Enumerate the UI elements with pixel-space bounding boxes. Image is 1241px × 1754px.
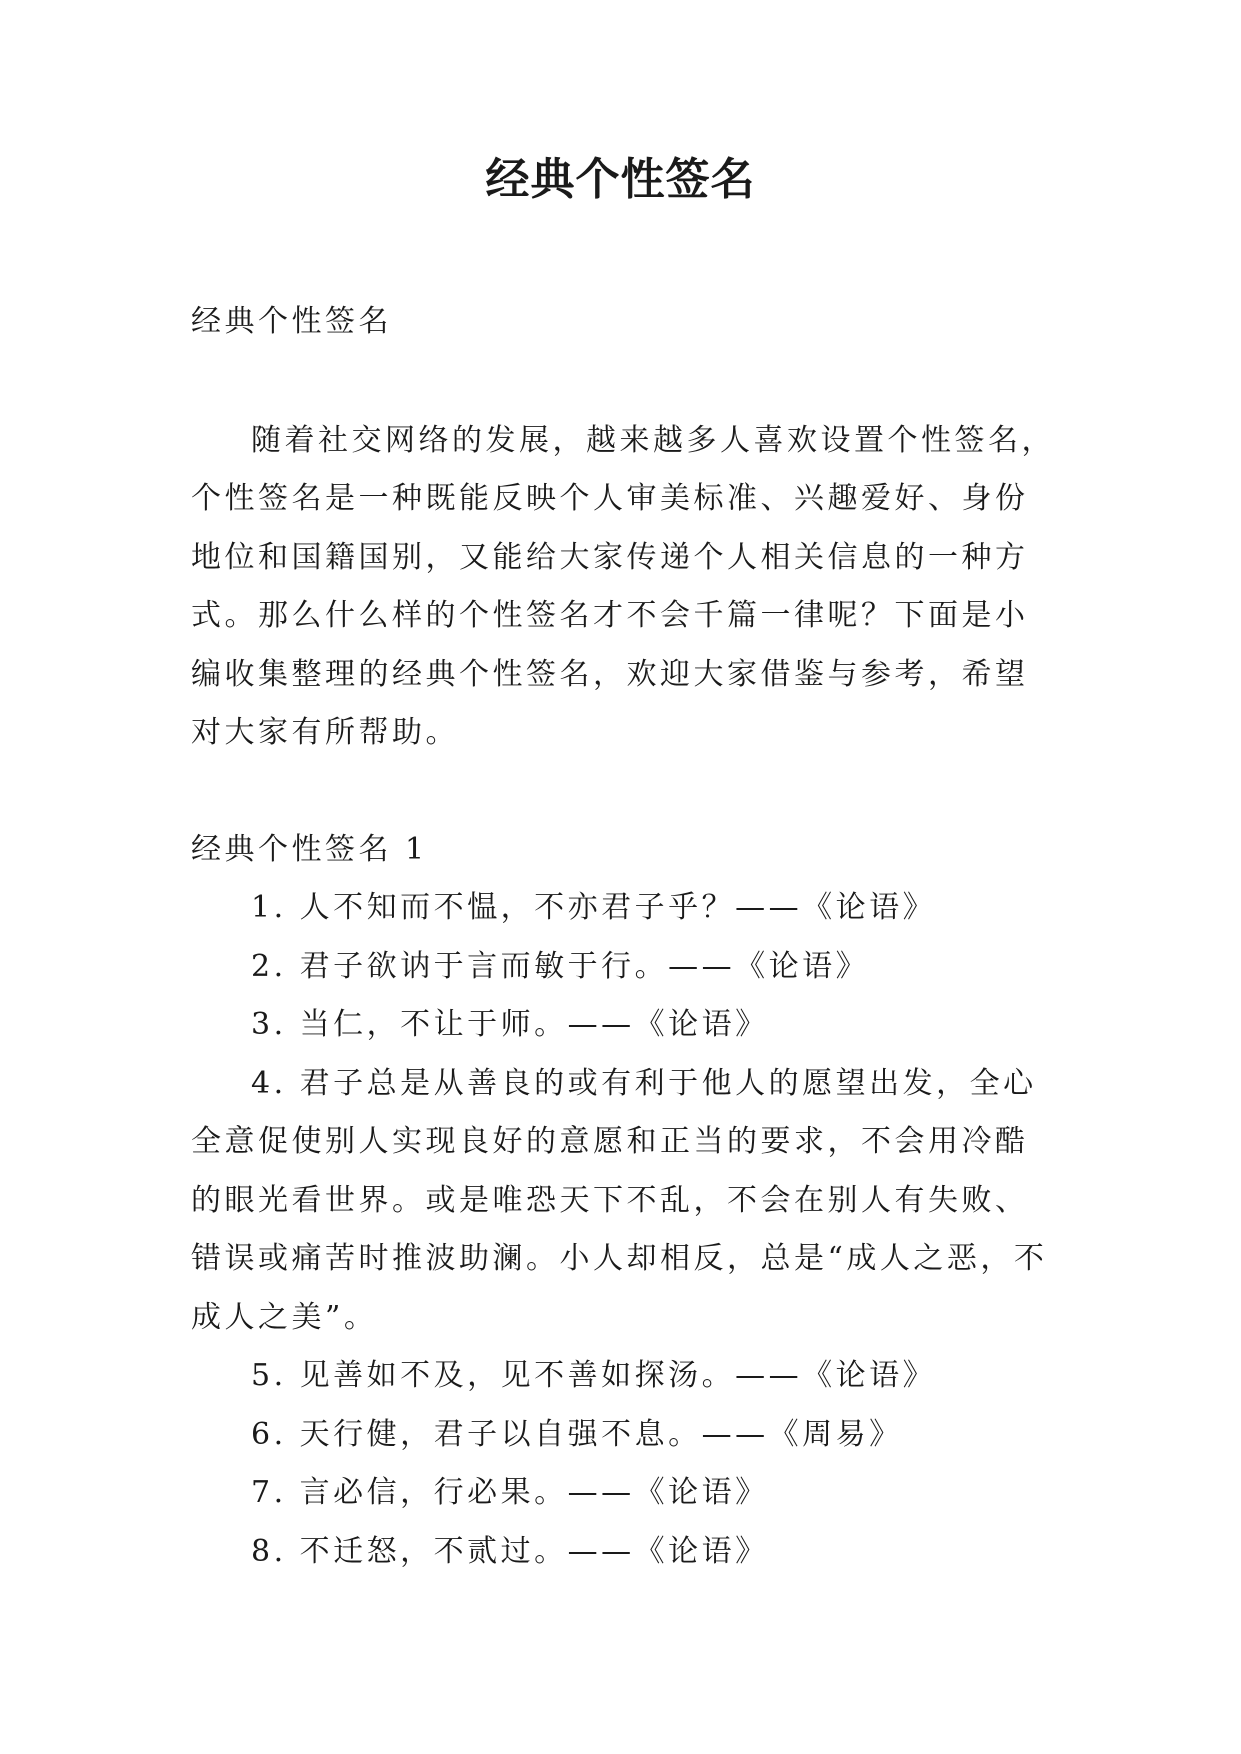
- quote-item-1: 1. 人不知而不愠，不亦君子乎？——《论语》: [251, 890, 937, 925]
- quote-item-5: 5. 见善如不及，见不善如探汤。——《论语》: [251, 1358, 937, 1393]
- intro-paragraph: 随着社交网络的发展，越来越多人喜欢设置个性签名，个性签名是一种既能反映个人审美标准、兴趣爱好、身份地位和国籍国别，又能给大家传递个人相关信息的一种方式。那么什么样的个性签名才不会千篇一律呢？下面是小编收集整理的经典个性签名，欢迎大家借鉴与参考，希望对大家有所帮助。: [191, 422, 1055, 750]
- document-subtitle: 经典个性签名: [191, 304, 392, 339]
- quote-item-3: 3. 当仁，不让于师。——《论语》: [251, 1007, 769, 1042]
- quote-item-7: 7. 言必信，行必果。——《论语》: [251, 1475, 769, 1510]
- quote-item-6: 6. 天行健，君子以自强不息。——《周易》: [251, 1416, 903, 1452]
- document-body: [191, 293, 1061, 1581]
- section-heading: 经典个性签名 1: [191, 831, 428, 867]
- quote-item-2: 2. 君子欲讷于言而敏于行。——《论语》: [251, 948, 870, 984]
- document-title: 经典个性签名: [485, 154, 756, 205]
- quote-item-8: 8. 不迁怒，不贰过。——《论语》: [251, 1533, 769, 1569]
- quote-item-4: 4. 君子总是从善良的或有利于他人的愿望出发，全心全意促使别人实现良好的意愿和正当的要求，不会用冷酷的眼光看世界。或是唯恐天下不乱，不会在别人有失败、错误或痛苦时推波助澜。小人却相反，总是“成人之恶，不成人之美”。: [191, 1065, 1048, 1335]
